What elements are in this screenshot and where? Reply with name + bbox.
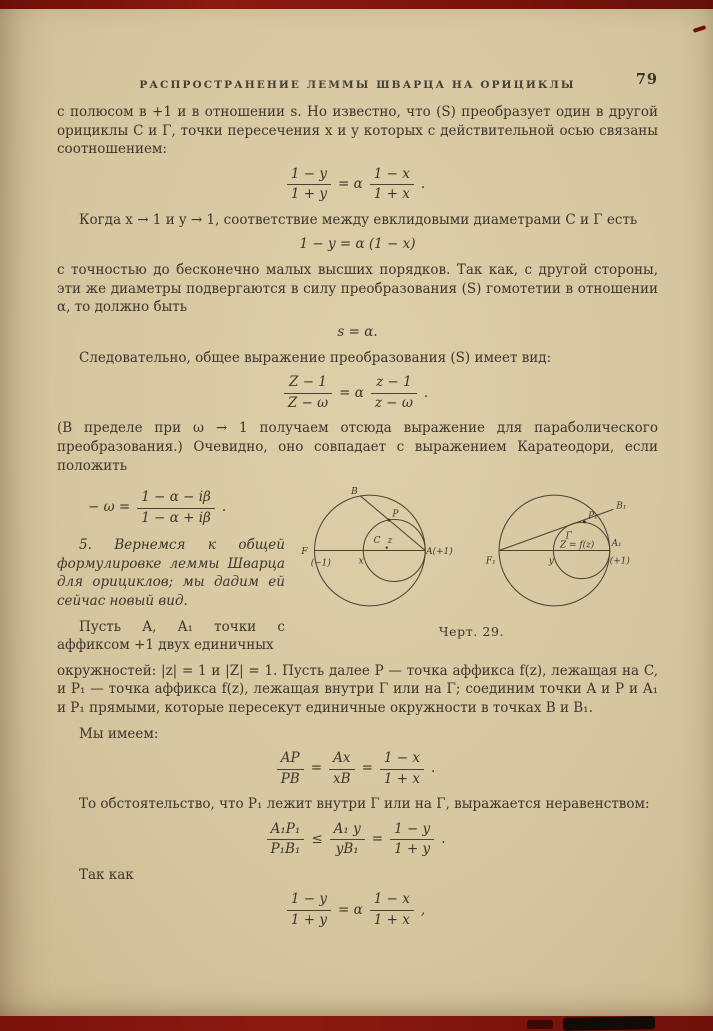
label-A1: A₁ [611, 538, 622, 549]
paragraph-pole-relation: с полюсом в +1 и в отношении s. Но известно, что (S) преобразует один в другой орициклы C и Γ, точки пересечения x и y которых с действительной осью связаны соотношением: [57, 104, 658, 158]
text-and-figure-block [57, 480, 658, 655]
label-Gamma: Γ [565, 531, 572, 542]
left-unit-circle-diagram [289, 482, 477, 619]
bottom-ink-smudge [563, 1016, 655, 1031]
page-body [0, 9, 713, 1016]
formula-transformation-S: $\frac{Z - 1}{Z - \omega}$ = α $\frac{z - 1}{z - \omega}$ . [57, 375, 658, 411]
figure-column [285, 480, 658, 655]
secant-A-P-B [360, 496, 425, 550]
label-B: B [350, 487, 358, 498]
figure-29 [285, 482, 658, 619]
formula-AP-over-PB: $\frac{AP}{PB}$ = $\frac{Ax}{xB}$ = $\frac{1 - x}{1 + x}$ . [57, 751, 658, 787]
label-x: x [358, 556, 364, 567]
running-header [57, 73, 658, 89]
label-F1: F₁ [485, 556, 496, 567]
label-A-plus-1: A(+1) [425, 547, 453, 558]
page-number: 79 [635, 71, 658, 88]
point-z-dot [385, 547, 387, 549]
left-text-column [57, 480, 285, 655]
paragraph-section-5-intro: 5. Вернемся к общей формулировке леммы Шварца для орициклов; мы дадим ей сейчас новый вид. [57, 537, 285, 609]
formula-diameter-relation: 1 − y = α (1 − x) [299, 236, 416, 253]
right-unit-circle-diagram [481, 482, 655, 619]
label-A1-value: (+1) [609, 556, 630, 567]
bottom-ink-smudge-small [527, 1020, 553, 1029]
formula-omega-caratheodory: − ω = $\frac{1 - \alpha - i\beta}{1 - \alpha + i\beta}$ . [88, 489, 227, 526]
formula-s-equals-alpha: s = α. [337, 323, 378, 340]
paragraph-circles-and-points: окружностей: |z| = 1 и |Z| = 1. Пусть далее P — точка аффикса f(z), лежащая на C, и P₁ — точка аффикса f(z), лежащая внутри Γ или на Γ; соединим точки A и P и A₁ и P₁ прямыми, которые пересекут единичные окружности в точках B и B₁. [57, 662, 658, 716]
running-header-title: РАСПРОСТРАНЕНИЕ ЛЕММЫ ШВАРЦА НА ОРИЦИКЛЫ [139, 79, 576, 91]
label-z: z [387, 536, 392, 547]
label-B1: B₁ [615, 501, 626, 512]
paragraph-points-A-A1: Пусть A, A₁ точки с аффиксом +1 двух единичных [57, 618, 285, 654]
point-P1-dot [582, 521, 585, 524]
label-F-value: (−1) [310, 558, 331, 569]
paragraph-general-expression: Следовательно, общее выражение преобразования (S) имеет вид: [79, 349, 552, 366]
formula-horocycle-intersections: $\frac{1 - y}{1 + y}$ = α $\frac{1 - x}{1 + x}$ . [57, 167, 658, 203]
figure-caption: Черт. 29. [438, 624, 505, 640]
point-P-dot [387, 519, 390, 522]
label-F: F [300, 547, 308, 558]
label-C: C [373, 536, 380, 547]
paragraph-since: Так как [79, 866, 134, 883]
label-y: y [548, 556, 554, 567]
formula-y-x-relation: $\frac{1 - y}{1 + y}$ = α $\frac{1 - x}{1 + x}$ , [57, 892, 658, 928]
top-edge-band [0, 0, 713, 9]
paragraph-we-have: Мы имеем: [79, 725, 159, 742]
paragraph-limit-diameters: Когда x → 1 и y → 1, соответствие между евклидовыми диаметрами C и Γ есть [79, 211, 638, 228]
paragraph-parabolic-limit: (В пределе при ω → 1 получаем отсюда выражение для параболического преобразования.) Очевидно, оно совпадает с выражением Каратеодори, если положить [57, 420, 658, 474]
label-P: P [391, 509, 398, 520]
formula-inequality-A1P1: $\frac{\text{A₁P₁}}{\text{P₁B₁}}$ ≤ $\frac{\text{A₁ y}}{\text{yB₁}}$ = $\frac{1 - y}{1 + y}$ . [57, 822, 658, 858]
paragraph-P1-inside-Gamma: То обстоятельство, что P₁ лежит внутри Γ или на Γ, выражается неравенством: [79, 796, 650, 813]
label-Z-f-z: Z = f(z) [559, 540, 594, 551]
label-P1: P₁ [587, 511, 598, 522]
paragraph-homothety: с точностью до бесконечно малых высших порядков. Так как, с другой стороны, эти же диаметры подвергаются в силу преобразования (S) гомотетии в отношении α, то должно быть [57, 262, 658, 316]
